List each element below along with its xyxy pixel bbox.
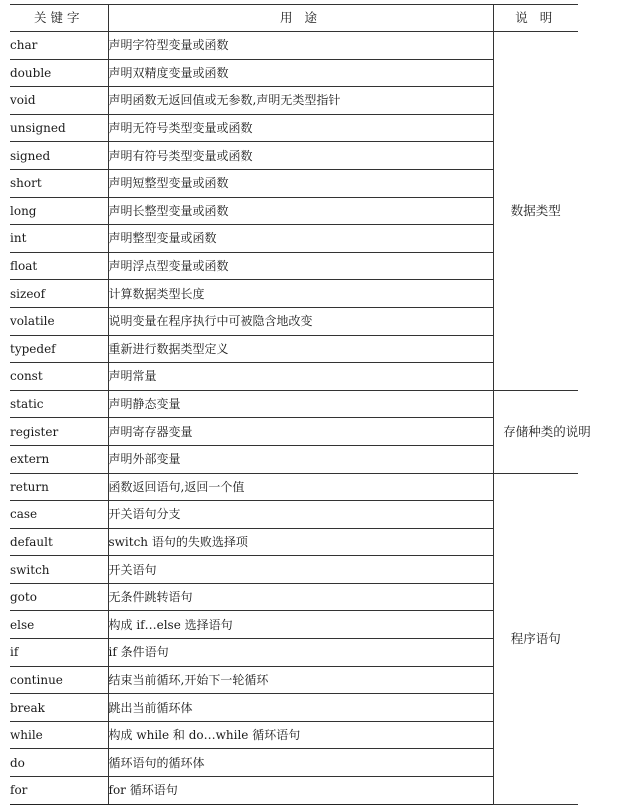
table-row xyxy=(10,777,578,805)
table-row xyxy=(10,611,578,639)
table-row xyxy=(10,501,578,529)
table-row xyxy=(10,556,578,584)
keyword-cell: extern xyxy=(10,445,108,473)
keyword-cell: continue xyxy=(10,666,108,694)
category-label: 程序语句 xyxy=(510,630,561,646)
table-row xyxy=(10,418,578,446)
table-row xyxy=(10,445,578,473)
table-row xyxy=(10,142,578,170)
keyword-table xyxy=(10,4,591,805)
usage-cell: 声明外部变量 xyxy=(108,445,493,473)
table-row xyxy=(10,114,578,142)
usage-cell: if 条件语句 xyxy=(108,639,493,667)
usage-cell: 函数返回语句,返回一个值 xyxy=(108,473,493,501)
usage-cell: 声明整型变量或函数 xyxy=(108,225,493,253)
keyword-cell: default xyxy=(10,528,108,556)
usage-cell: 声明双精度变量或函数 xyxy=(108,59,493,87)
table-row xyxy=(10,197,578,225)
usage-cell: 声明无符号类型变量或函数 xyxy=(108,114,493,142)
header-keyword: 关键字 xyxy=(10,5,108,32)
usage-cell: 计算数据类型长度 xyxy=(108,280,493,308)
table-row xyxy=(10,32,578,60)
usage-cell: 重新进行数据类型定义 xyxy=(108,335,493,363)
keyword-cell: const xyxy=(10,363,108,391)
keyword-cell: static xyxy=(10,390,108,418)
keyword-cell: typedef xyxy=(10,335,108,363)
keyword-cell: register xyxy=(10,418,108,446)
usage-cell: 开关语句 xyxy=(108,556,493,584)
keyword-cell: float xyxy=(10,252,108,280)
category-cell xyxy=(493,473,578,804)
usage-cell: 声明函数无返回值或无参数,声明无类型指针 xyxy=(108,87,493,115)
table-row xyxy=(10,390,578,418)
category-cell xyxy=(493,390,591,473)
usage-cell: 声明长整型变量或函数 xyxy=(108,197,493,225)
table-row xyxy=(10,225,578,253)
keyword-cell: for xyxy=(10,777,108,805)
usage-cell: 构成 while 和 do…while 循环语句 xyxy=(108,721,493,749)
keyword-cell: double xyxy=(10,59,108,87)
table-row xyxy=(10,721,578,749)
usage-cell: 说明变量在程序执行中可被隐含地改变 xyxy=(108,307,493,335)
usage-cell: 跳出当前循环体 xyxy=(108,694,493,722)
table-row xyxy=(10,749,578,777)
table-row xyxy=(10,473,578,501)
keyword-cell: int xyxy=(10,225,108,253)
keyword-cell: do xyxy=(10,749,108,777)
usage-cell: 声明静态变量 xyxy=(108,390,493,418)
keyword-cell: unsigned xyxy=(10,114,108,142)
table-row xyxy=(10,87,578,115)
usage-cell: for 循环语句 xyxy=(108,777,493,805)
usage-cell: 声明有符号类型变量或函数 xyxy=(108,142,493,170)
keyword-cell: signed xyxy=(10,142,108,170)
table-row xyxy=(10,307,578,335)
table-row xyxy=(10,666,578,694)
keyword-cell: break xyxy=(10,694,108,722)
category-label: 存储种类的说明 xyxy=(503,423,591,439)
usage-cell: 循环语句的循环体 xyxy=(108,749,493,777)
usage-cell: 开关语句分支 xyxy=(108,501,493,529)
table-row xyxy=(10,363,578,391)
keyword-cell: while xyxy=(10,721,108,749)
usage-cell: 结束当前循环,开始下一轮循环 xyxy=(108,666,493,694)
usage-cell: switch 语句的失败选择项 xyxy=(108,528,493,556)
table-row xyxy=(10,252,578,280)
header-note: 说 明 xyxy=(493,5,578,32)
usage-cell: 声明寄存器变量 xyxy=(108,418,493,446)
keyword-cell: if xyxy=(10,639,108,667)
usage-cell: 构成 if…else 选择语句 xyxy=(108,611,493,639)
keyword-cell: long xyxy=(10,197,108,225)
usage-cell: 声明短整型变量或函数 xyxy=(108,169,493,197)
usage-cell: 声明字符型变量或函数 xyxy=(108,32,493,60)
table-row xyxy=(10,639,578,667)
table-row xyxy=(10,169,578,197)
header-usage: 用 途 xyxy=(108,5,493,32)
keyword-cell: switch xyxy=(10,556,108,584)
keyword-cell: goto xyxy=(10,583,108,611)
table-header-row xyxy=(10,5,578,32)
category-cell xyxy=(493,32,578,391)
table-row xyxy=(10,528,578,556)
table-body xyxy=(10,32,591,805)
keyword-cell: else xyxy=(10,611,108,639)
category-label: 数据类型 xyxy=(510,202,561,218)
keyword-cell: void xyxy=(10,87,108,115)
keyword-cell: volatile xyxy=(10,307,108,335)
keyword-cell: char xyxy=(10,32,108,60)
table-row xyxy=(10,694,578,722)
usage-cell: 无条件跳转语句 xyxy=(108,583,493,611)
usage-cell: 声明浮点型变量或函数 xyxy=(108,252,493,280)
table-row xyxy=(10,280,578,308)
keyword-cell: sizeof xyxy=(10,280,108,308)
keyword-cell: short xyxy=(10,169,108,197)
usage-cell: 声明常量 xyxy=(108,363,493,391)
table-row xyxy=(10,59,578,87)
table-row xyxy=(10,583,578,611)
keyword-cell: case xyxy=(10,501,108,529)
keyword-cell: return xyxy=(10,473,108,501)
table-row xyxy=(10,335,578,363)
